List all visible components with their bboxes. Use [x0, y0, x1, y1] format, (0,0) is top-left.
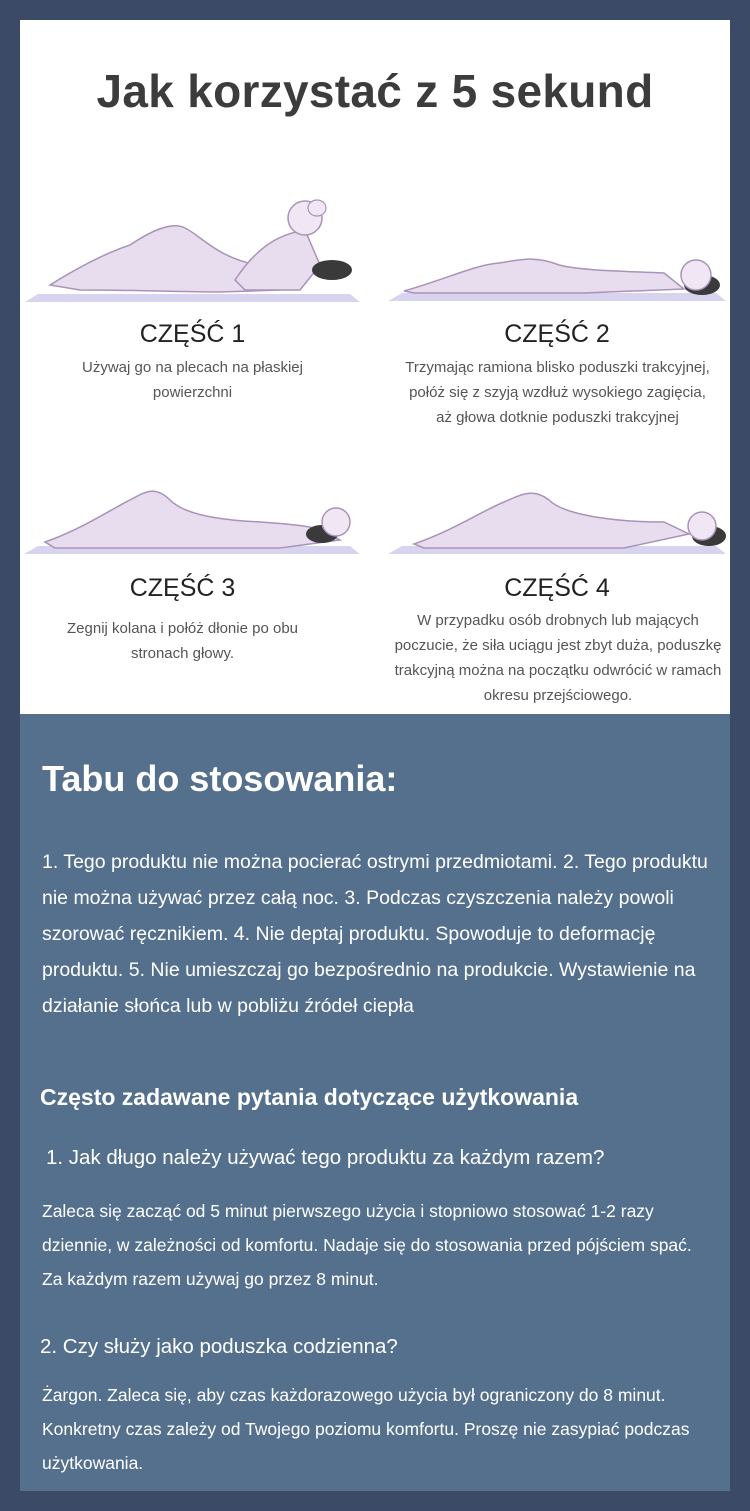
illustration-part-4: [384, 470, 730, 560]
part-4-desc: W przypadku osób drobnych lub mających poczucie, że siła uciągu jest zbyt duża, poduszkę trakcyjną można na początku odwrócić w ramach okresu przejściowego.: [394, 612, 722, 704]
usage-section: [20, 20, 730, 714]
part-3-title: CZĘŚĆ 3: [129, 574, 236, 602]
infographic: [20, 20, 730, 1491]
part-4-title: CZĘŚĆ 4: [504, 574, 610, 602]
taboo-text: 1. Tego produktu nie można pocierać ostrymi przedmiotami. 2. Tego produktu nie można używać przez całą noc. 3. Podczas czyszczenia należy powoli szorować ręcznikiem. 4. Nie deptaj produktu. Spowoduje to deformację produktu. 5. Nie umieszczaj go bezpośrednio na produkcie. Wystawienie na działanie słońca lub w pobliżu źródeł ciepła: [42, 851, 708, 1017]
part-2-title: CZĘŚĆ 2: [504, 320, 610, 348]
faq-answer-2: Żargon. Zaleca się, aby czas każdorazowego użycia był ograniczony do 8 minut. Konkretny czas zależy od Twojego poziomu komfortu. Proszę nie zasypiać podczas użytkowania.: [42, 1385, 690, 1473]
part-2-desc: Trzymając ramiona blisko poduszki trakcyjnej, połóż się z szyją wzdłuż wysokiego zagięcia, aż głowa dotknie poduszki trakcyjnej: [405, 359, 710, 426]
illustration-part-3: [20, 470, 365, 560]
faq-question-1: 1. Jak długo należy używać tego produktu za każdym razem?: [46, 1146, 605, 1169]
page-title: Jak korzystać z 5 sekund: [96, 65, 654, 117]
illustration-part-2: [384, 235, 730, 305]
faq-answer-1: Zaleca się zacząć od 5 minut pierwszego użycia i stopniowo stosować 1-2 razy dziennie, w zależności od komfortu. Nadaje się do stosowania przed pójściem spać. Za każdym razem używaj go przez 8 minut.: [42, 1201, 692, 1289]
part-1-title: CZĘŚĆ 1: [139, 320, 246, 348]
faq-question-2: 2. Czy służy jako poduszka codzienna?: [40, 1335, 398, 1358]
illustration-part-1: [20, 190, 365, 308]
taboo-and-faq-section: [20, 714, 730, 1491]
faq-title: Często zadawane pytania dotyczące użytkowania: [40, 1084, 579, 1110]
part-1-desc: Używaj go na plecach na płaskiej powierzchni: [82, 359, 303, 401]
part-3-desc: Zegnij kolana i połóż dłonie po obu stronach głowy.: [67, 620, 298, 662]
taboo-title: Tabu do stosowania:: [42, 758, 398, 799]
